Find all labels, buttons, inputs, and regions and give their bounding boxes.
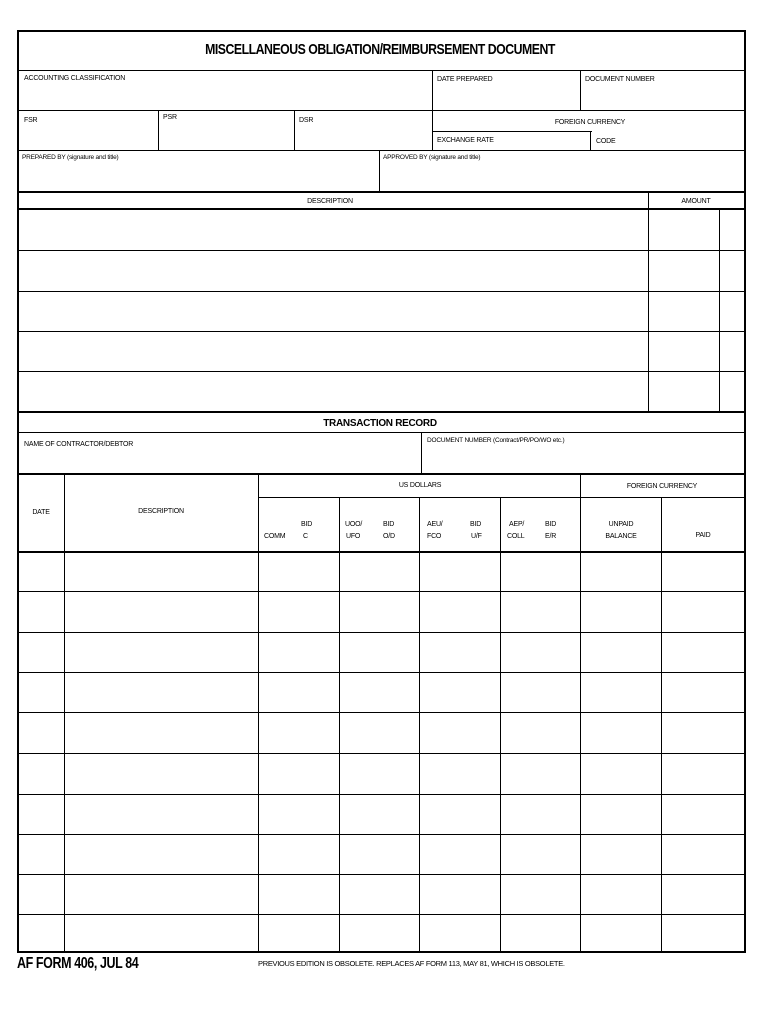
description-field[interactable] — [19, 292, 647, 330]
dsr-label: DSR — [299, 117, 314, 124]
contractor-field[interactable] — [19, 452, 419, 471]
uoo-header: UOO/ — [345, 521, 363, 528]
accounting-classification-field[interactable] — [19, 84, 430, 109]
description-header: DESCRIPTION — [307, 198, 353, 205]
transaction-unpaid-balance-field[interactable] — [581, 795, 661, 833]
transaction-uoo-field[interactable] — [340, 713, 419, 752]
date-header: DATE — [32, 509, 50, 516]
transaction-paid-field[interactable] — [662, 673, 742, 711]
transaction-record-title: TRANSACTION RECORD — [323, 418, 437, 429]
transaction-uoo-field[interactable] — [340, 875, 419, 913]
transaction-date-field[interactable] — [19, 915, 64, 950]
dsr-field[interactable] — [296, 126, 430, 148]
transaction-aeu-field[interactable] — [420, 835, 500, 873]
divider — [17, 150, 746, 151]
transaction-paid-field[interactable] — [662, 754, 742, 793]
aep-header: COLL — [507, 533, 525, 540]
transaction-paid-field[interactable] — [662, 633, 742, 671]
transaction-description-field[interactable] — [65, 754, 258, 793]
transaction-unpaid-balance-field[interactable] — [581, 754, 661, 793]
description-field[interactable] — [19, 251, 647, 290]
transaction-unpaid-balance-field[interactable] — [581, 673, 661, 711]
transaction-aep-field[interactable] — [501, 754, 580, 793]
amount-field[interactable] — [649, 251, 718, 290]
comm-header: COMM — [264, 533, 286, 540]
exchange-rate-label: EXCHANGE RATE — [437, 137, 494, 144]
transaction-unpaid-balance-field[interactable] — [581, 915, 661, 950]
transaction-date-field[interactable] — [19, 795, 64, 833]
transaction-doc-number-label: DOCUMENT NUMBER (Contract/PR/PO/WO etc.) — [427, 437, 565, 444]
description-column-header: DESCRIPTION — [138, 508, 184, 515]
bid-od-header: BID — [383, 521, 395, 528]
frame-right — [744, 30, 746, 952]
form-title: MISCELLANEOUS OBLIGATION/REIMBURSEMENT DOCUMENT — [205, 41, 555, 58]
transaction-uoo-field[interactable] — [340, 835, 419, 873]
form-id: AF FORM 406, JUL 84 — [17, 955, 139, 972]
amount-cents-field[interactable] — [720, 372, 742, 410]
fsr-field[interactable] — [19, 126, 156, 148]
foreign-currency-label: FOREIGN CURRENCY — [554, 119, 626, 126]
transaction-uoo-field[interactable] — [340, 553, 419, 590]
exchange-rate-field[interactable] — [434, 132, 588, 148]
transaction-aeu-field[interactable] — [420, 713, 500, 752]
divider — [580, 70, 581, 110]
transaction-aeu-field[interactable] — [420, 553, 500, 590]
transaction-aeu-field[interactable] — [420, 795, 500, 833]
transaction-aep-field[interactable] — [501, 673, 580, 711]
description-field[interactable] — [19, 210, 647, 249]
transaction-date-field[interactable] — [19, 835, 64, 873]
divider — [590, 131, 591, 150]
description-field[interactable] — [19, 372, 647, 410]
divider — [17, 191, 746, 193]
transaction-aep-field[interactable] — [501, 553, 580, 590]
transaction-aep-field[interactable] — [501, 795, 580, 833]
date-prepared-field[interactable] — [434, 86, 578, 109]
foreign-currency-header: FOREIGN CURRENCY — [626, 483, 698, 490]
unpaid-balance-header: BALANCE — [605, 533, 637, 540]
currency-code-field[interactable] — [592, 132, 742, 148]
transaction-aep-field[interactable] — [501, 633, 580, 671]
frame-top — [17, 30, 746, 32]
transaction-comm-field[interactable] — [259, 553, 339, 590]
amount-header: AMOUNT — [681, 198, 711, 205]
transaction-comm-field[interactable] — [259, 633, 339, 671]
document-number-label: DOCUMENT NUMBER — [585, 76, 655, 83]
psr-field[interactable] — [160, 124, 292, 148]
transaction-uoo-field[interactable] — [340, 592, 419, 631]
transaction-unpaid-balance-field[interactable] — [581, 713, 661, 752]
transaction-comm-field[interactable] — [259, 673, 339, 711]
transaction-aeu-field[interactable] — [420, 915, 500, 950]
paid-header: PAID — [695, 532, 711, 539]
transaction-description-field[interactable] — [65, 633, 258, 671]
document-number-field[interactable] — [582, 86, 742, 109]
transaction-aep-field[interactable] — [501, 835, 580, 873]
transaction-comm-field[interactable] — [259, 835, 339, 873]
transaction-comm-field[interactable] — [259, 592, 339, 631]
transaction-unpaid-balance-field[interactable] — [581, 835, 661, 873]
transaction-date-field[interactable] — [19, 754, 64, 793]
divider — [17, 432, 746, 433]
amount-cents-field[interactable] — [720, 292, 742, 330]
divider — [17, 110, 746, 111]
psr-label: PSR — [163, 114, 177, 121]
divider — [17, 411, 746, 413]
transaction-unpaid-balance-field[interactable] — [581, 875, 661, 913]
transaction-comm-field[interactable] — [259, 713, 339, 752]
accounting-classification-label: ACCOUNTING CLASSIFICATION — [24, 75, 126, 82]
transaction-paid-field[interactable] — [662, 915, 742, 950]
amount-cents-field[interactable] — [720, 251, 742, 290]
date-prepared-label: DATE PREPARED — [437, 76, 493, 83]
amount-cents-field[interactable] — [720, 332, 742, 370]
bid-er-header: E/R — [545, 533, 557, 540]
transaction-aeu-field[interactable] — [420, 633, 500, 671]
transaction-aep-field[interactable] — [501, 713, 580, 752]
amount-field[interactable] — [649, 372, 718, 410]
divider — [421, 432, 422, 473]
transaction-comm-field[interactable] — [259, 915, 339, 950]
transaction-comm-field[interactable] — [259, 754, 339, 793]
divider — [379, 150, 380, 191]
transaction-description-field[interactable] — [65, 875, 258, 913]
bid-od-header: O/D — [383, 533, 395, 540]
unpaid-balance-header: UNPAID — [608, 521, 634, 528]
transaction-description-field[interactable] — [65, 835, 258, 873]
transaction-uoo-field[interactable] — [340, 633, 419, 671]
transaction-date-field[interactable] — [19, 673, 64, 711]
transaction-uoo-field[interactable] — [340, 795, 419, 833]
prepared-by-field[interactable] — [19, 164, 377, 189]
divider — [258, 497, 746, 498]
aeu-header: FCO — [427, 533, 442, 540]
transaction-aep-field[interactable] — [501, 592, 580, 631]
transaction-date-field[interactable] — [19, 713, 64, 752]
transaction-date-field[interactable] — [19, 875, 64, 913]
aeu-header: AEU/ — [427, 521, 443, 528]
bid-uf-header: BID — [470, 521, 482, 528]
frame-bottom — [17, 951, 746, 953]
transaction-description-field[interactable] — [65, 915, 258, 950]
amount-cents-field[interactable] — [720, 210, 742, 249]
transaction-uoo-field[interactable] — [340, 673, 419, 711]
transaction-description-field[interactable] — [65, 795, 258, 833]
transaction-paid-field[interactable] — [662, 875, 742, 913]
amount-field[interactable] — [649, 332, 718, 370]
aep-header: AEP/ — [509, 521, 525, 528]
amount-field[interactable] — [649, 292, 718, 330]
approved-by-label: APPROVED BY (signature and title) — [383, 154, 481, 161]
bid-er-header: BID — [545, 521, 557, 528]
bid-uf-header: U/F — [471, 533, 482, 540]
transaction-unpaid-balance-field[interactable] — [581, 592, 661, 631]
approved-by-field[interactable] — [381, 164, 742, 189]
transaction-aeu-field[interactable] — [420, 673, 500, 711]
uoo-header: UFO — [346, 533, 361, 540]
transaction-doc-number-field[interactable] — [423, 448, 742, 471]
divider — [17, 70, 746, 71]
transaction-uoo-field[interactable] — [340, 754, 419, 793]
fsr-label: FSR — [24, 117, 38, 124]
divider — [294, 110, 295, 150]
transaction-comm-field[interactable] — [259, 795, 339, 833]
transaction-aeu-field[interactable] — [420, 875, 500, 913]
description-field[interactable] — [19, 332, 647, 370]
transaction-aeu-field[interactable] — [420, 754, 500, 793]
transaction-unpaid-balance-field[interactable] — [581, 633, 661, 671]
transaction-description-field[interactable] — [65, 673, 258, 711]
transaction-date-field[interactable] — [19, 553, 64, 590]
bid-c-header: C — [303, 533, 308, 540]
transaction-paid-field[interactable] — [662, 592, 742, 631]
transaction-aep-field[interactable] — [501, 875, 580, 913]
prepared-by-label: PREPARED BY (signature and title) — [22, 154, 119, 161]
divider — [158, 110, 159, 150]
transaction-description-field[interactable] — [65, 592, 258, 631]
transaction-paid-field[interactable] — [662, 835, 742, 873]
transaction-paid-field[interactable] — [662, 553, 742, 590]
transaction-paid-field[interactable] — [662, 713, 742, 752]
bid-c-header: BID — [301, 521, 313, 528]
obsolete-note: PREVIOUS EDITION IS OBSOLETE. REPLACES AF FORM 113, MAY 81, WHICH IS OBSOLETE. — [258, 959, 565, 968]
divider — [17, 473, 746, 475]
transaction-aeu-field[interactable] — [420, 592, 500, 631]
contractor-label: NAME OF CONTRACTOR/DEBTOR — [24, 441, 134, 448]
transaction-uoo-field[interactable] — [340, 915, 419, 950]
transaction-description-field[interactable] — [65, 713, 258, 752]
transaction-paid-field[interactable] — [662, 795, 742, 833]
code-label: CODE — [596, 138, 616, 145]
us-dollars-header: US DOLLARS — [398, 482, 442, 489]
transaction-date-field[interactable] — [19, 633, 64, 671]
amount-field[interactable] — [649, 210, 718, 249]
transaction-date-field[interactable] — [19, 592, 64, 631]
transaction-aep-field[interactable] — [501, 915, 580, 950]
transaction-description-field[interactable] — [65, 553, 258, 590]
transaction-unpaid-balance-field[interactable] — [581, 553, 661, 590]
transaction-comm-field[interactable] — [259, 875, 339, 913]
